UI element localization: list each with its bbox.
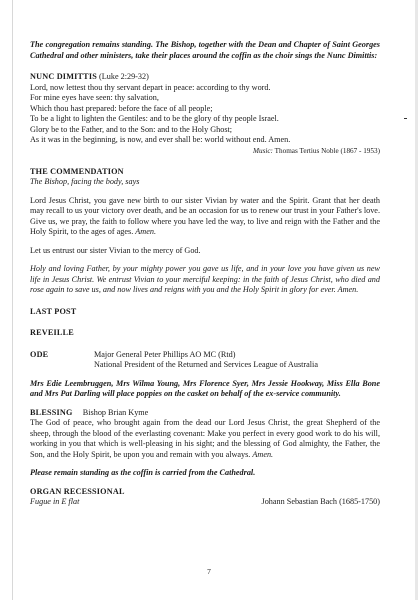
blessing-officiant: Bishop Brian Kyme bbox=[82, 407, 149, 417]
service-content bbox=[30, 40, 380, 508]
stray-mark bbox=[404, 118, 407, 119]
entrust-line: Let us entrust our sister Vivian to the mercy of God. bbox=[30, 245, 201, 255]
recessional-piece: Fugue in E flat bbox=[30, 497, 80, 507]
reveille-heading: REVEILLE bbox=[30, 328, 74, 338]
blessing-section bbox=[30, 408, 380, 461]
music-credit bbox=[30, 147, 380, 156]
ode-section bbox=[30, 350, 380, 371]
music-label: Music: bbox=[252, 146, 273, 155]
last-post-heading: LAST POST bbox=[30, 306, 77, 316]
commendation-prayer-text: Lord Jesus Christ, you gave new birth to our sister Vivian by water and the Spirit. Grant that her death may recall to us your victory over death, and be an occasion for us to renew our trust in your Father's love. Give us, we pray, the faith to follow where you have led the way, to live and reign with the Father and the Holy Spirit, to the ages of ages. bbox=[30, 195, 380, 237]
blessing-heading: BLESSING bbox=[30, 407, 73, 417]
canticle-line: Lord, now lettest thou thy servant depart in peace: according to thy word. bbox=[30, 82, 271, 92]
canticle-line: As it was in the beginning, is now, and ever shall be: world without end. Amen. bbox=[30, 135, 291, 144]
nunc-dimittis-heading: NUNC DIMITTIS bbox=[30, 72, 97, 81]
blessing-amen: Amen. bbox=[252, 449, 274, 459]
standing-direction: Please remain standing as the coffin is carried from the Cathedral. bbox=[30, 468, 256, 478]
intro-direction: The congregation remains standing. The Bishop, together with the Dean and Chapter of Saint Georges Cathedral and other ministers, take their places around the coffin as the choir sings the Nunc Dimittis: bbox=[30, 40, 380, 60]
nunc-dimittis-reference: (Luke 2:29-32) bbox=[99, 72, 149, 81]
commendation-prayer bbox=[30, 196, 380, 238]
ode-reader-title: National President of the Returned and Services League of Australia bbox=[94, 360, 318, 370]
ode-reader bbox=[94, 350, 380, 371]
page-edge-line bbox=[12, 0, 13, 600]
ode-reader-name: Major General Peter Phillips AO MC (Rtd) bbox=[94, 349, 236, 359]
commendation-heading: THE COMMENDATION bbox=[30, 166, 124, 176]
canticle-line: Which thou hast prepared: before the face of all people; bbox=[30, 103, 213, 113]
recessional-section bbox=[30, 487, 380, 508]
canticle-line: Glory be to the Father, and to the Son: and to the Holy Ghost; bbox=[30, 124, 233, 134]
blessing-text-block bbox=[30, 418, 380, 460]
recessional-heading: ORGAN RECESSIONAL bbox=[30, 486, 125, 496]
commendation-section bbox=[30, 167, 380, 296]
music-composer: Thomas Tertius Noble (1867 - 1953) bbox=[274, 146, 380, 155]
commendation-direction: The Bishop, facing the body, says bbox=[30, 177, 140, 187]
commendation-response: Holy and loving Father, by your mighty power you gave us life, and in your love you have given us new life in Jesus Christ. We entrust Vivian to your merciful keeping: in the faith of Jesus Christ, who died and rose again to save us, and now lives and reigns with you and the Holy Spirit in glory for ever. Amen. bbox=[30, 264, 380, 295]
ode-heading: ODE bbox=[30, 349, 49, 359]
recessional-composer: Johann Sebastian Bach (1685-1750) bbox=[261, 497, 380, 507]
canticle-line: To be a light to lighten the Gentiles: and to be the glory of thy people Israel. bbox=[30, 114, 279, 123]
recessional-row bbox=[30, 497, 380, 508]
page-number: 7 bbox=[207, 567, 211, 576]
nunc-dimittis-section bbox=[30, 72, 380, 156]
poppies-direction: Mrs Edie Leembruggen, Mrs Wilma Young, Mrs Florence Syer, Mrs Jessie Hookway, Miss Ella Bone and Mrs Pat Darling will place poppies on the casket on behalf of the ex-service community. bbox=[30, 378, 380, 399]
blessing-text: The God of peace, who brought again from the dead our Lord Jesus Christ, the great Shepherd of the sheep, through the blood of the everlasting covenant: Make you perfect in every good work to do his will, working in you that which is well-pleasing in his sight; and the blessing of God almighty, the Father, the Son, and the Holy Spirit, be upon you and remain with you always. bbox=[30, 418, 380, 459]
canticle-line: For mine eyes have seen: thy salvation, bbox=[30, 93, 159, 102]
commendation-amen: Amen. bbox=[135, 227, 156, 237]
